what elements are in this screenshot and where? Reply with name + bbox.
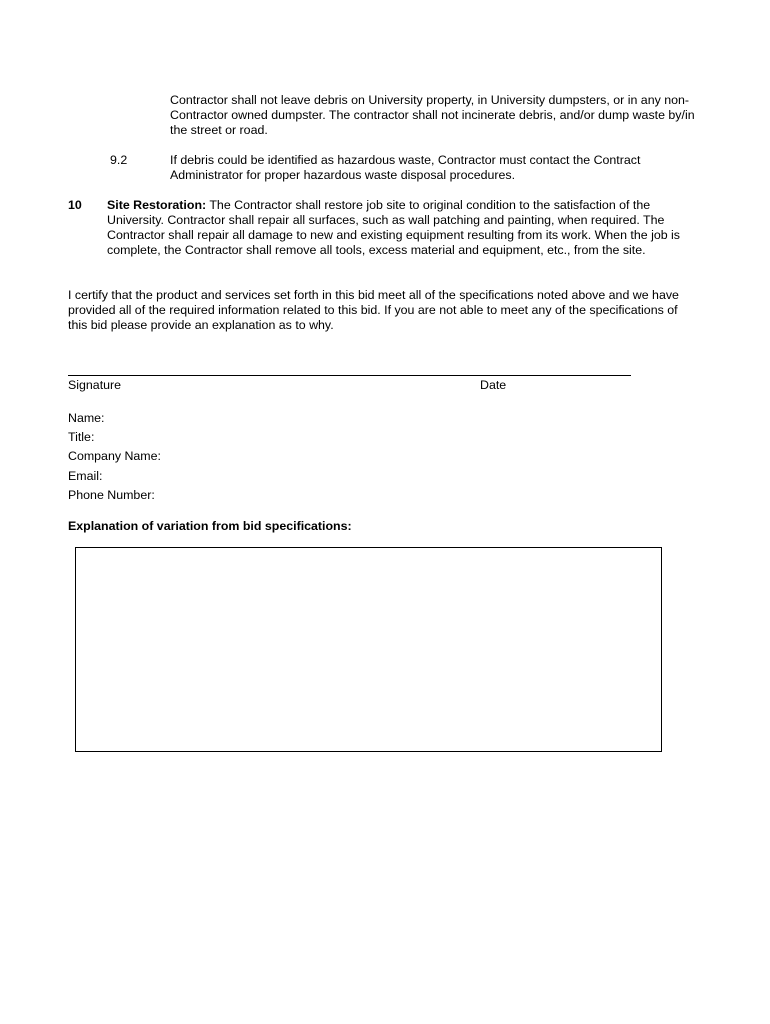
item-9-2-text: If debris could be identified as hazardous waste, Contractor must contact the Contract Administrator for proper hazardous waste disposal procedures.	[170, 153, 641, 182]
phone-number-label: Phone Number:	[68, 488, 155, 502]
explanation-box[interactable]	[75, 547, 662, 752]
explanation-heading: Explanation of variation from bid specifications:	[68, 519, 352, 533]
certification-statement: I certify that the product and services set forth in this bid meet all of the specifications noted above and we have provided all of the required information related to this bid. If you are not able to meet any of the specifications of this bid please provide an explanation as to why.	[68, 288, 679, 332]
item-10-text: The Contractor shall restore job site to original condition to the satisfaction of the University. Contractor shall repair all surfaces, such as wall patching and painting, when required. The Contractor shall repair all damage to new and existing equipment resulting from its work. When the job is complete, the Contractor shall remove all tools, excess material and equipment, etc., from the site.	[107, 198, 681, 257]
date-label: Date	[480, 378, 507, 392]
title-label: Title:	[68, 430, 95, 444]
item-10-paragraph	[107, 198, 702, 258]
company-name-label: Company Name:	[68, 449, 161, 463]
item-10-number: 10	[68, 198, 82, 212]
item-10-heading: Site Restoration:	[107, 198, 207, 212]
signature-label: Signature	[68, 378, 122, 392]
item-9-2-number: 9.2	[110, 153, 128, 167]
email-label: Email:	[68, 469, 103, 483]
debris-paragraph: Contractor shall not leave debris on University property, in University dumpsters, or in any non-Contractor owned dumpster. The contractor shall not incinerate debris, and/or dump waste by/in the street or road.	[170, 93, 695, 137]
name-label: Name:	[68, 411, 105, 425]
signature-line[interactable]	[68, 375, 631, 376]
